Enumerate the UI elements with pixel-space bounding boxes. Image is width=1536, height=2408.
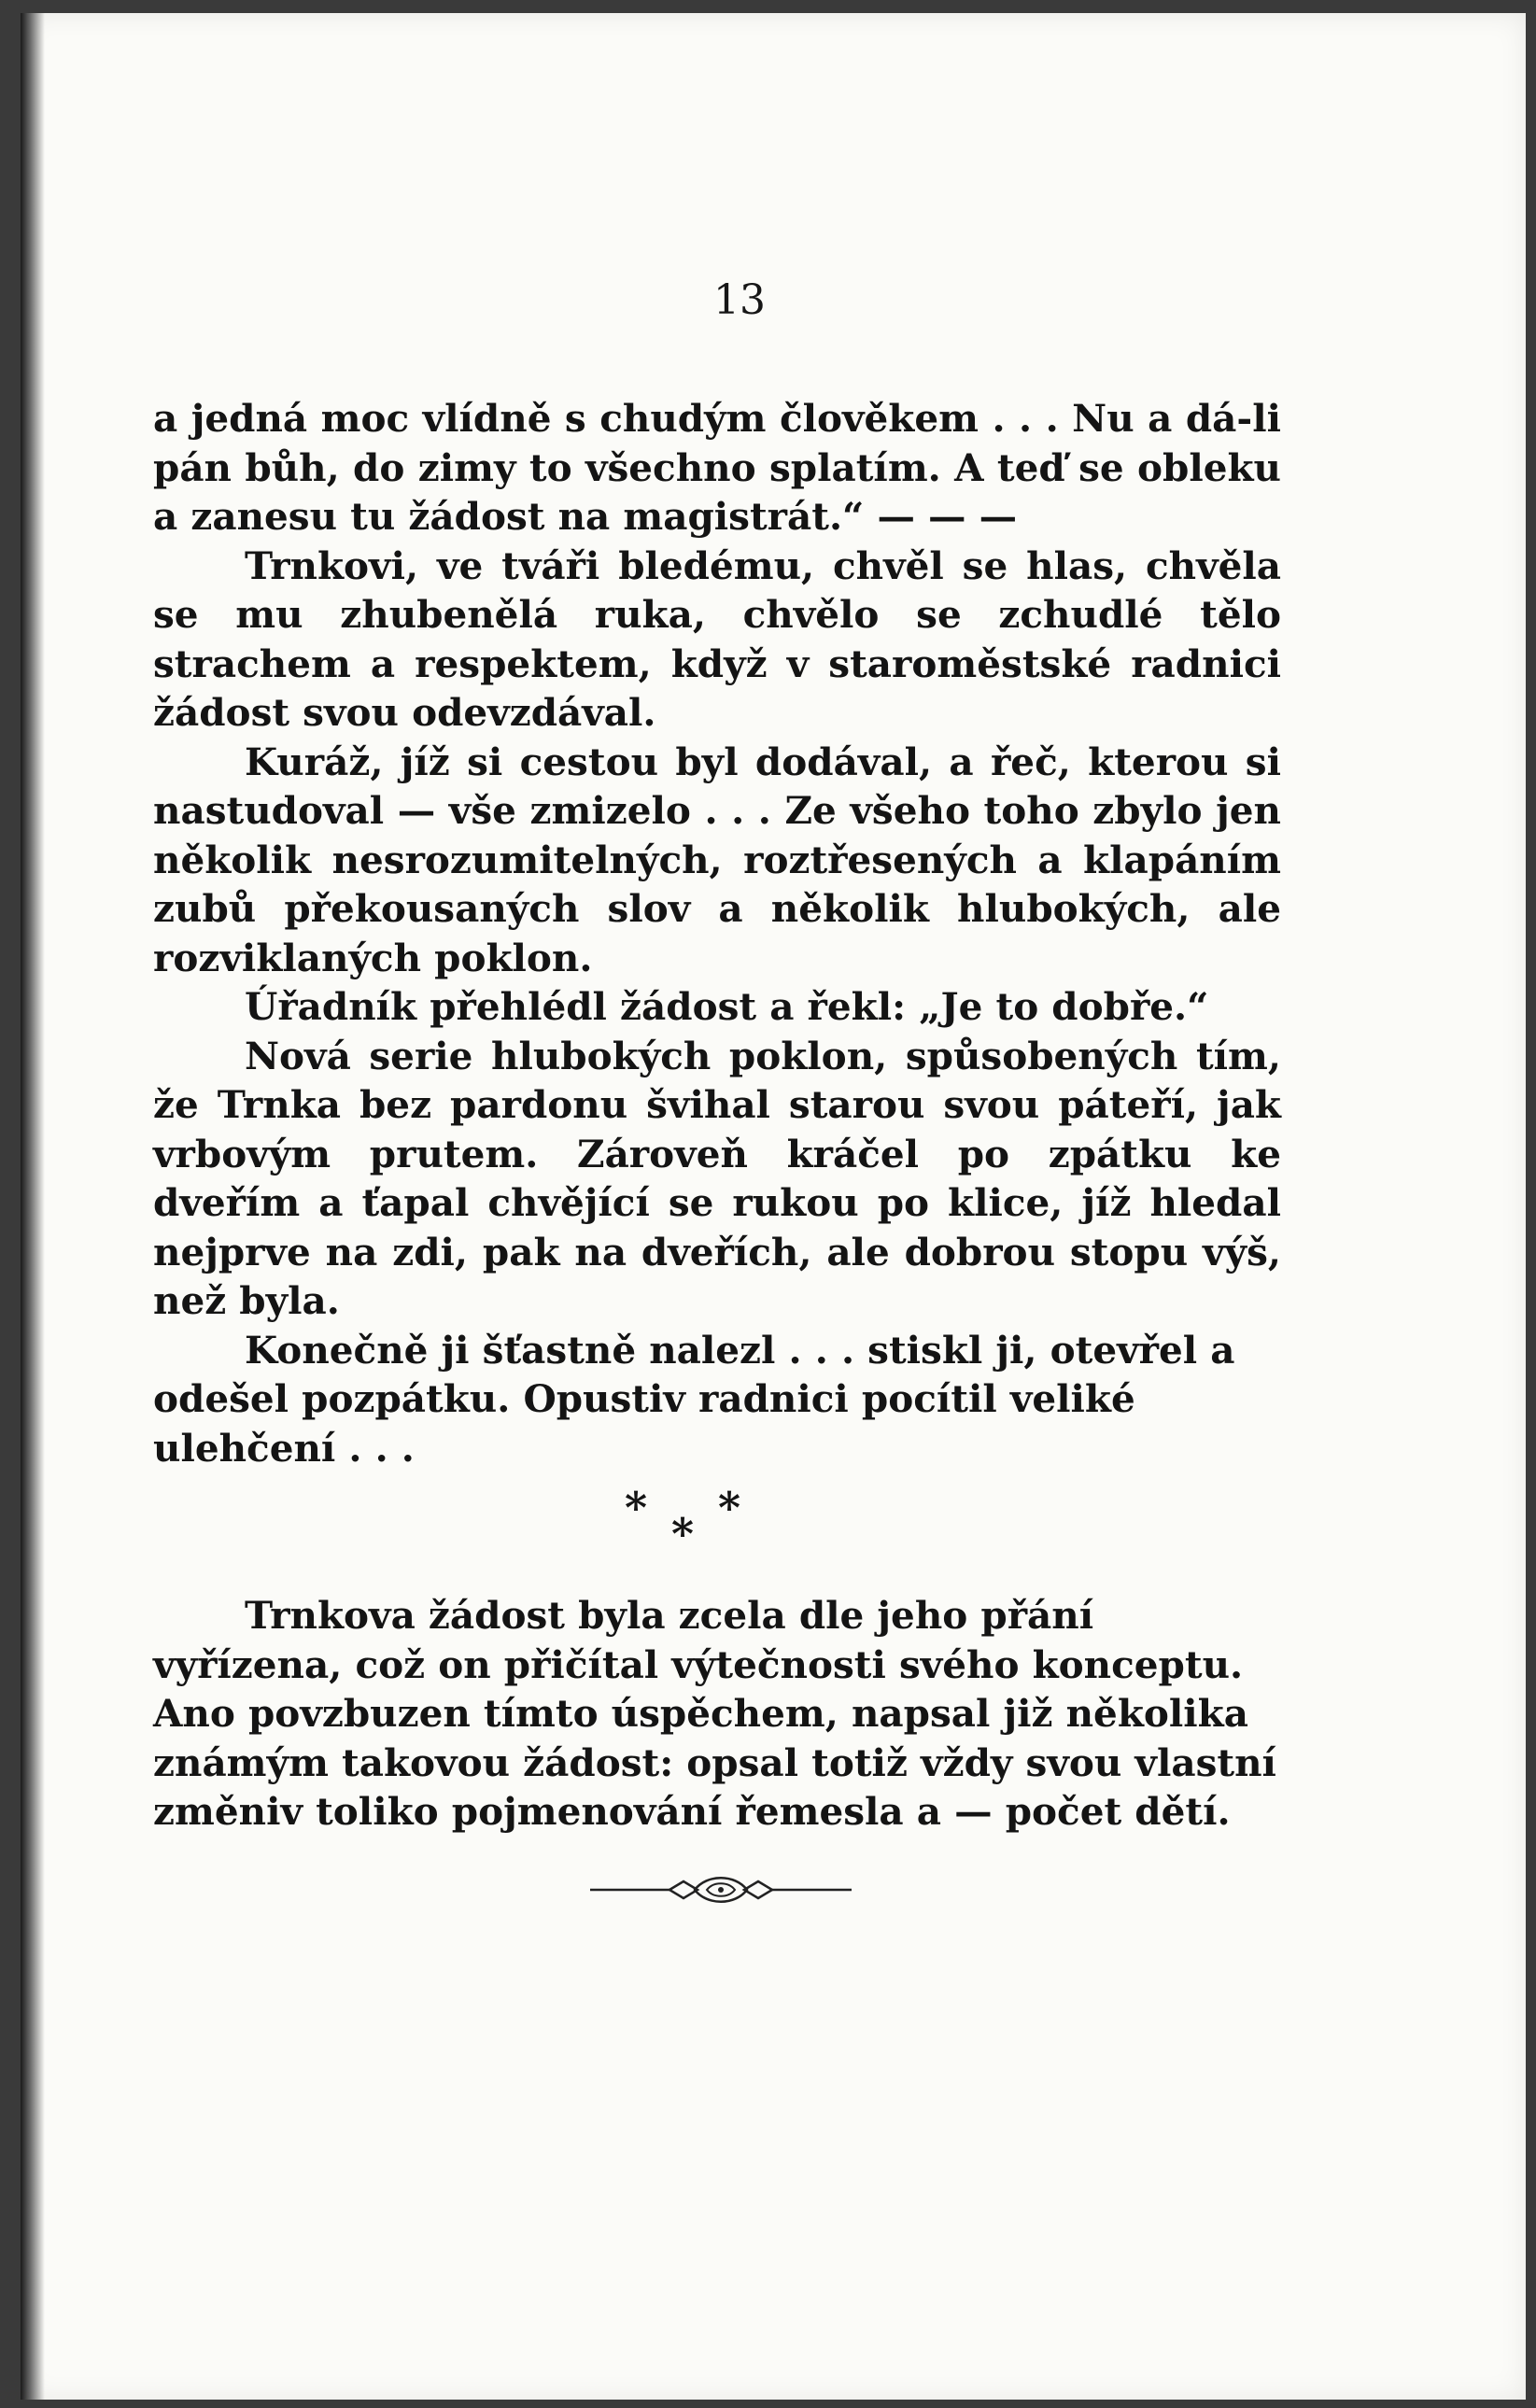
- page-number: 13: [713, 276, 766, 324]
- asterism-star: *: [625, 1483, 648, 1533]
- paragraph-trnkova-zadost: Trnkova žádost byla zcela dle jeho přání vyřízena, což on přičítal výtečnosti svého konceptu. Ano povzbuzen tímto úspěchem, napsal již několika známým takovou žádost: opsal totiž vždy svou vlastní změniv toliko pojmenování řemesla a — počet dětí.: [153, 1593, 1276, 1834]
- end-ornament-icon: [590, 1866, 852, 1913]
- binding-gutter: [21, 13, 45, 2400]
- section-break-asterism: [153, 1484, 1281, 1591]
- paragraph-continuation: a jedná moc vlídně s chudým člověkem . . . Nu a dá-li pán bůh, do zimy to všechno splatím. A teď se obleku a zanesu tu žádost na magistrát.“ — — —: [153, 396, 1281, 539]
- paragraph-trnkovi: Trnkovi, ve tváři bledému, chvěl se hlas, chvěla se mu zhubenělá ruka, chvělo se zchudlé tělo strachem a respektem, když v staroměstské radnici žádost svou odevzdával.: [153, 542, 1281, 735]
- paragraph-konecne: Konečně ji šťastně nalezl . . . stiskl ji, otevřel a odešel pozpátku. Opustiv radnici pocítil veliké ulehčení . . .: [153, 1327, 1235, 1471]
- asterism-star: *: [718, 1483, 741, 1533]
- paragraph-uradnik: Úřadník přehlédl žádost a řekl: „Je to dobře.“: [245, 984, 1209, 1029]
- asterism-star: *: [671, 1509, 695, 1559]
- book-page: [21, 13, 1526, 2400]
- paragraph-kuraz: Kuráž, jíž si cestou byl dodával, a řeč, kterou si nastudoval — vše zmizelo . . . Ze všeho toho zbylo jen několik nesrozumitelných, roztřesených a klapáním zubů překousaných slov a několik hlubokých, ale rozviklaných poklon.: [153, 739, 1281, 980]
- body-text: [153, 394, 1281, 1837]
- paragraph-nova-serie: Nová serie hlubokých poklon, spůsobených tím, že Trnka bez pardonu švihal starou svou páteří, jak vrbovým prutem. Zároveň kráčel po zpátku ke dveřím a ťapal chvějící se rukou po klice, jíž hledal nejprve na zdi, pak na dveřích, ale dobrou stopu výš, než byla.: [153, 1033, 1281, 1323]
